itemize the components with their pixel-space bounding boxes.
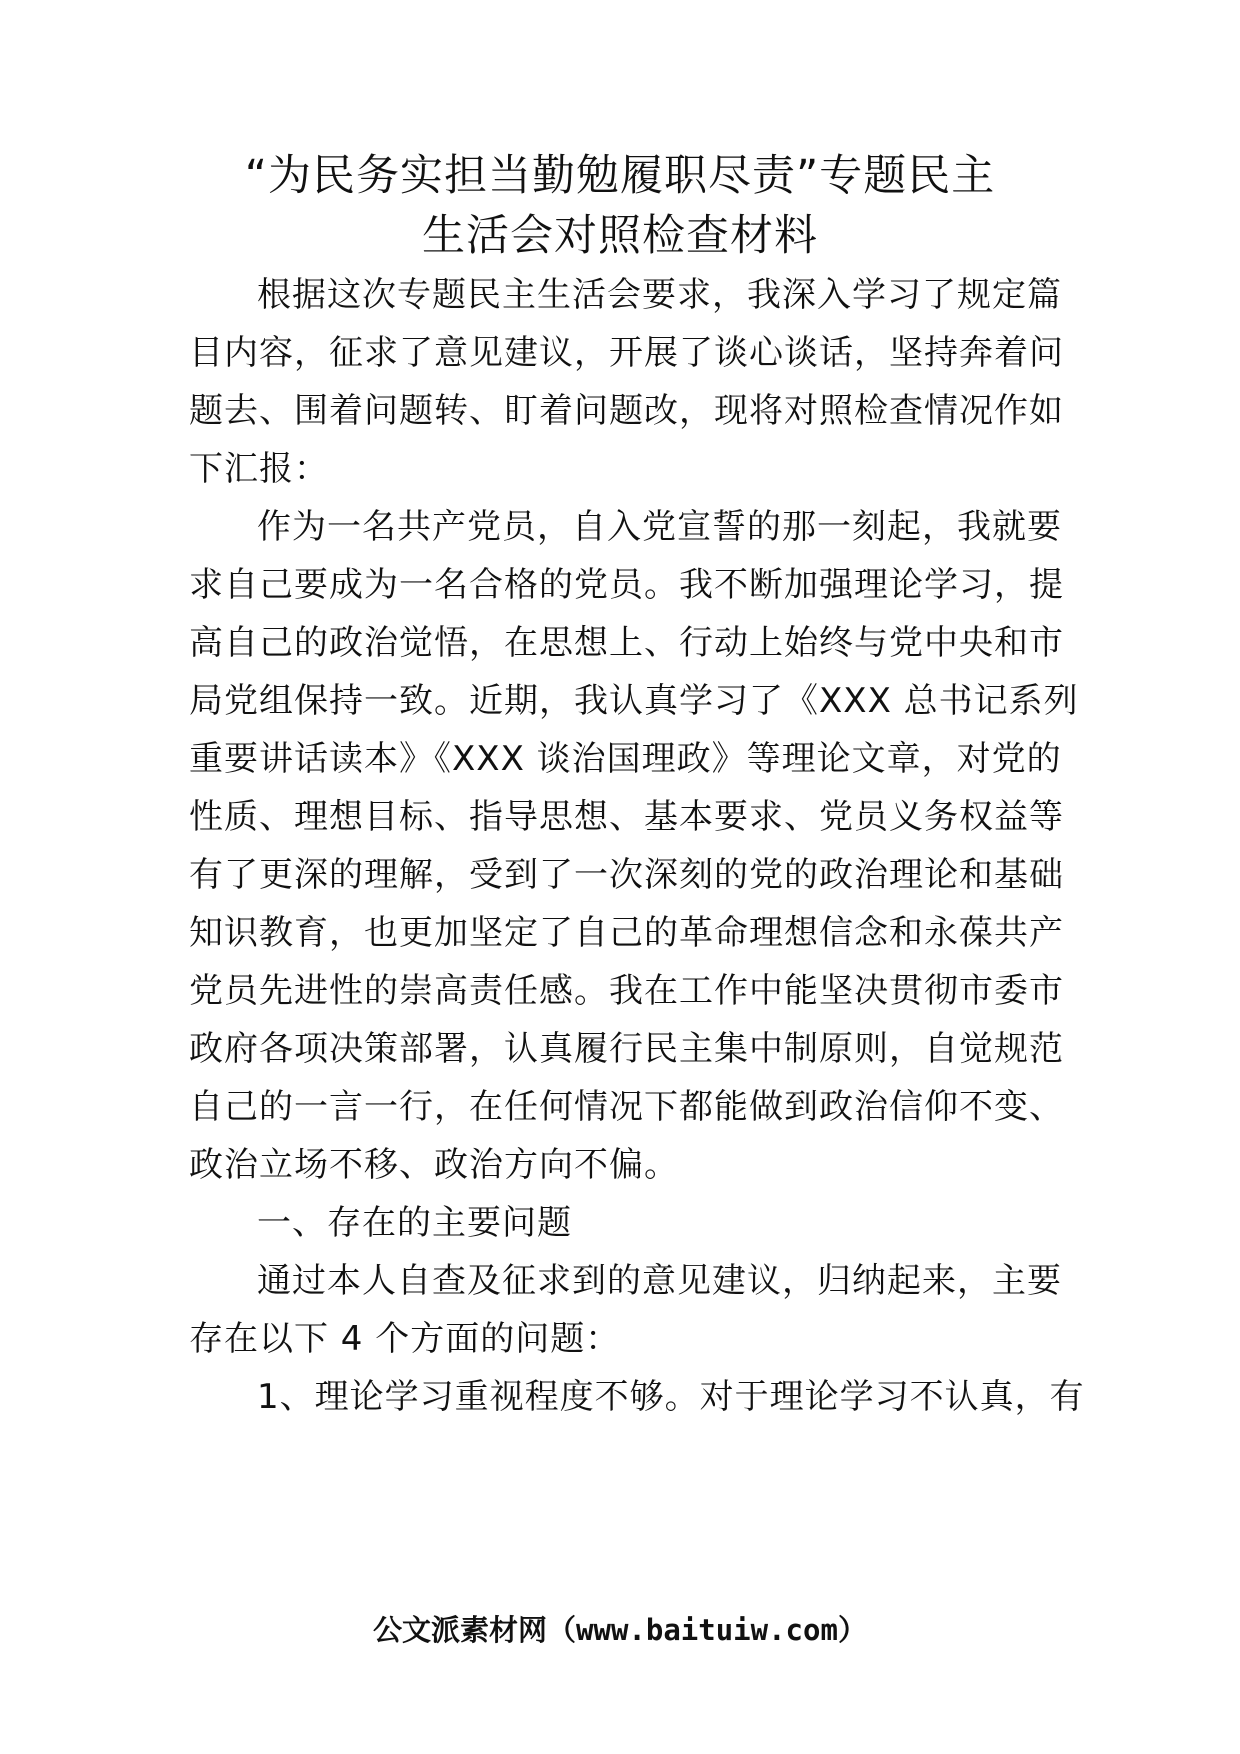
paragraph-line: 题去、围着问题转、盯着问题改，现将对照检查情况作如 [189, 391, 1064, 431]
footer-source-text: 公文派素材网（www.baituiw.com） [373, 1613, 867, 1647]
paragraph-line: 有了更深的理解，受到了一次深刻的党的政治理论和基础 [189, 855, 1064, 895]
paragraph-line: 存在以下 4 个方面的问题： [189, 1319, 621, 1359]
paragraph-line: 政治立场不移、政治方向不偏。 [189, 1145, 679, 1185]
paragraph-line: 政府各项决策部署，认真履行民主集中制原则，自觉规范 [189, 1029, 1064, 1069]
paragraph-line: 知识教育，也更加坚定了自己的革命理想信念和永葆共产 [189, 913, 1064, 953]
paragraph-line: 局党组保持一致。近期，我认真学习了《XXX 总书记系列 [189, 681, 1079, 721]
paragraph-line: 党员先进性的崇高责任感。我在工作中能坚决贯彻市委市 [189, 971, 1064, 1011]
paragraph-line: 重要讲话读本》《XXX 谈治国理政》等理论文章，对党的 [189, 739, 1062, 779]
section-heading: 一、存在的主要问题 [257, 1203, 572, 1243]
document-title-line-2: 生活会对照检查材料 [422, 211, 818, 261]
paragraph-line: 高自己的政治觉悟，在思想上、行动上始终与党中央和市 [189, 623, 1064, 663]
paragraph-line: 根据这次专题民主生活会要求，我深入学习了规定篇 [257, 275, 1062, 315]
paragraph-line: 目内容，征求了意见建议，开展了谈心谈话，坚持奔着问 [189, 333, 1064, 373]
document-title-line-1: “为民务实担当勤勉履职尽责”专题民主 [244, 151, 996, 201]
paragraph-line: 自己的一言一行，在任何情况下都能做到政治信仰不变、 [189, 1087, 1064, 1127]
paragraph-line: 求自己要成为一名合格的党员。我不断加强理论学习，提 [189, 565, 1064, 605]
paragraph-line: 通过本人自查及征求到的意见建议，归纳起来，主要 [257, 1261, 1062, 1301]
paragraph-line: 下汇报： [189, 449, 329, 489]
paragraph-line: 性质、理想目标、指导思想、基本要求、党员义务权益等 [189, 797, 1064, 837]
paragraph-line: 1、理论学习重视程度不够。对于理论学习不认真，有 [257, 1377, 1085, 1417]
paragraph-line: 作为一名共产党员，自入党宣誓的那一刻起，我就要 [257, 507, 1062, 547]
